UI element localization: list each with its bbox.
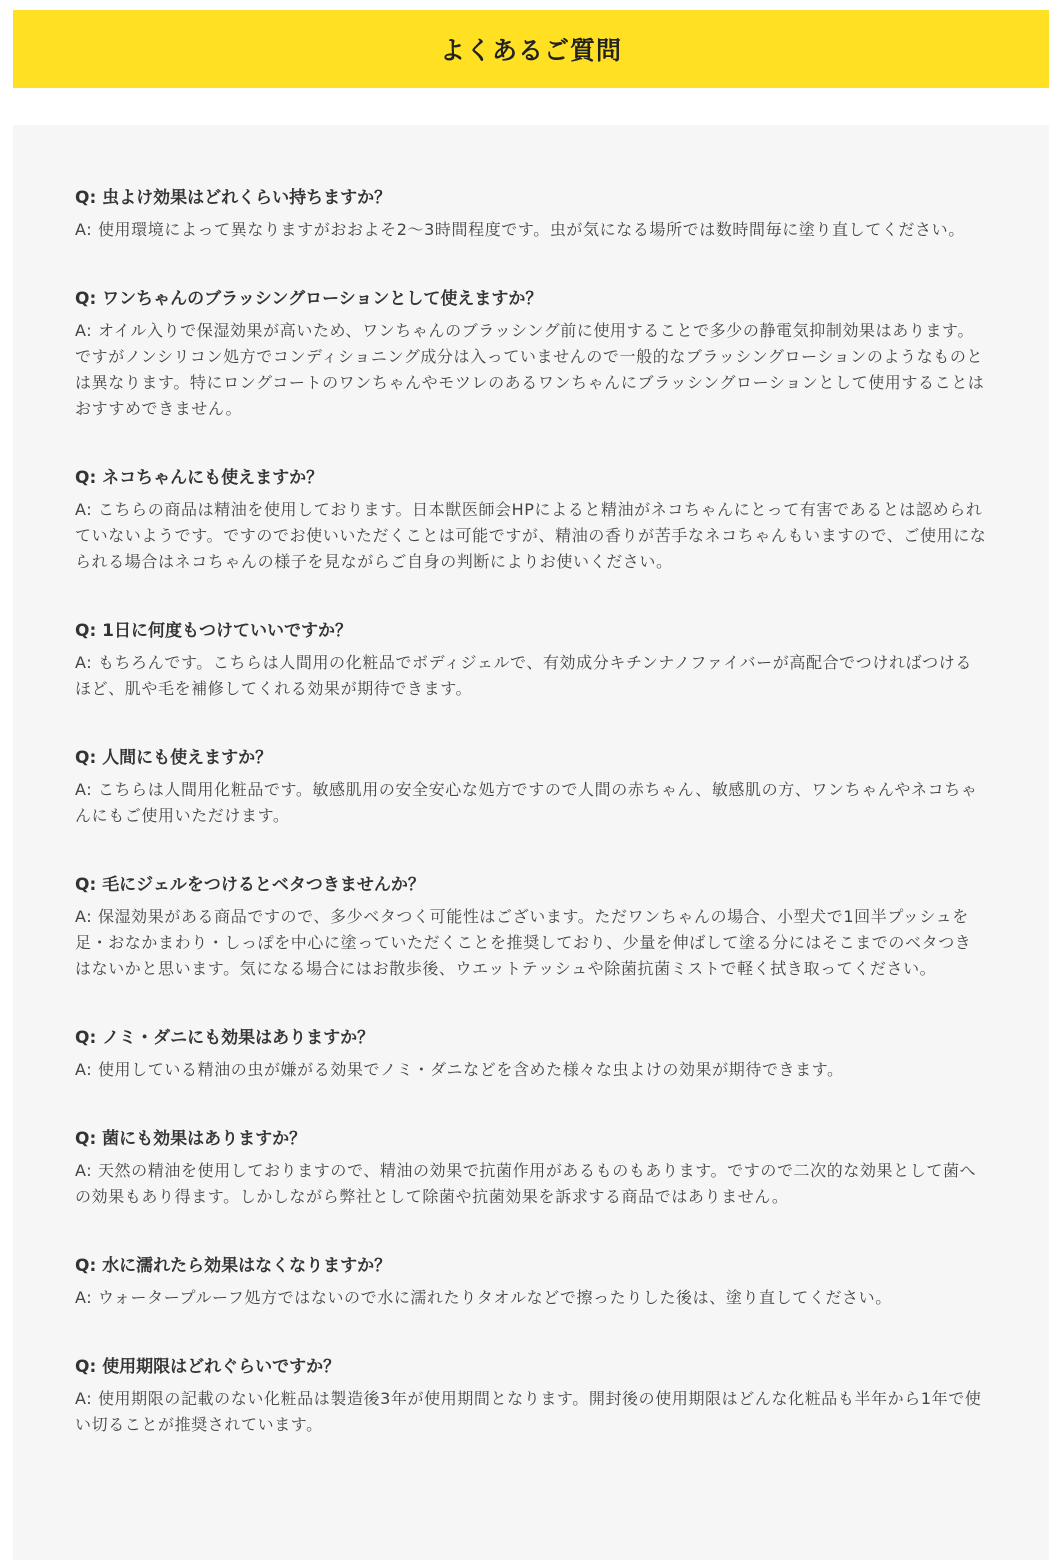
faq-question: Q: ワンちゃんのブラッシングローションとして使えますか？ — [75, 289, 543, 309]
faq-item — [75, 1025, 987, 1083]
faq-item — [75, 872, 987, 982]
faq-question: Q: 毛にジェルをつけるとベタつきませんか？ — [75, 875, 425, 895]
faq-answer: A: ウォータープルーフ処方ではないので水に濡れたりタオルなどで擦ったりした後は、塗り直してください。 — [75, 1288, 892, 1307]
faq-answer: A: 使用環境によって異なりますがおおよそ2〜3時間程度です。虫が気になる場所では数時間毎に塗り直してください。 — [75, 220, 965, 239]
faq-answer: A: こちらの商品は精油を使用しております。日本獣医師会HPによると精油がネコちゃんにとって有害であるとは認められていないようです。ですのでお使いいただくことは可能ですが、精油の香りが苦手なネコちゃんもいますので、ご使用になられる場合はネコちゃんの様子を見ながらご自身の判断によりお使いください。 — [75, 500, 987, 571]
faq-question: Q: 使用期限はどれぐらいですか？ — [75, 1357, 341, 1377]
faq-answer: A: こちらは人間用化粧品です。敏感肌用の安全安心な処方ですので人間の赤ちゃん、敏感肌の方、ワンちゃんやネコちゃんにもご使用いただけます。 — [75, 780, 978, 825]
faq-question: Q: 水に濡れたら効果はなくなりますか？ — [75, 1256, 392, 1276]
faq-item — [75, 286, 987, 422]
faq-list — [13, 125, 1049, 1560]
faq-question: Q: 虫よけ効果はどれくらい持ちますか？ — [75, 188, 392, 208]
faq-question: Q: ネコちゃんにも使えますか？ — [75, 468, 324, 488]
faq-item — [75, 1354, 987, 1438]
faq-answer: A: オイル入りで保湿効果が高いため、ワンちゃんのブラッシング前に使用することで多少の静電気抑制効果はあります。ですがノンシリコン処方でコンディショニング成分は入っていませんので一般的なブラッシングローションのようなものとは異なります。特にロングコートのワンちゃんやモツレのあるワンちゃんにブラッシングローションとして使用することはおすすめできません。 — [75, 321, 985, 418]
faq-question: Q: 人間にも使えますか？ — [75, 748, 273, 768]
faq-item — [75, 618, 987, 702]
faq-item — [75, 745, 987, 829]
faq-answer: A: 保湿効果がある商品ですので、多少ベタつく可能性はございます。ただワンちゃんの場合、小型犬で1回半プッシュを足・おなかまわり・しっぽを中心に塗っていただくことを推奨しており、少量を伸ばして塗る分にはそこまでのベタつきはないかと思います。気になる場合にはお散歩後、ウエットテッシュや除菌抗菌ミストで軽く拭き取ってください。 — [75, 907, 972, 978]
faq-item — [75, 465, 987, 575]
faq-answer: A: もちろんです。こちらは人間用の化粧品でボディジェルで、有効成分キチンナノファイバーが高配合でつければつけるほど、肌や毛を補修してくれる効果が期待できます。 — [75, 653, 972, 698]
faq-answer: A: 使用期限の記載のない化粧品は製造後3年が使用期間となります。開封後の使用期限はどんな化粧品も半年から1年で使い切ることが推奨されています。 — [75, 1389, 982, 1434]
page-title: よくあるご質問 — [439, 36, 622, 65]
faq-answer: A: 使用している精油の虫が嫌がる効果でノミ・ダニなどを含めた様々な虫よけの効果が期待できます。 — [75, 1060, 844, 1079]
faq-answer: A: 天然の精油を使用しておりますので、精油の効果で抗菌作用があるものもあります。ですので二次的な効果として菌への効果もあり得ます。しかしながら弊社として除菌や抗菌効果を訴求する商品ではありません。 — [75, 1161, 977, 1206]
faq-question: Q: 菌にも効果はありますか？ — [75, 1129, 307, 1149]
faq-question: Q: ノミ・ダニにも効果はありますか？ — [75, 1028, 375, 1048]
faq-item — [75, 185, 987, 243]
header-banner — [13, 10, 1049, 88]
faq-question: Q: 1日に何度もつけていいですか？ — [75, 621, 352, 641]
faq-item — [75, 1126, 987, 1210]
faq-item — [75, 1253, 987, 1311]
